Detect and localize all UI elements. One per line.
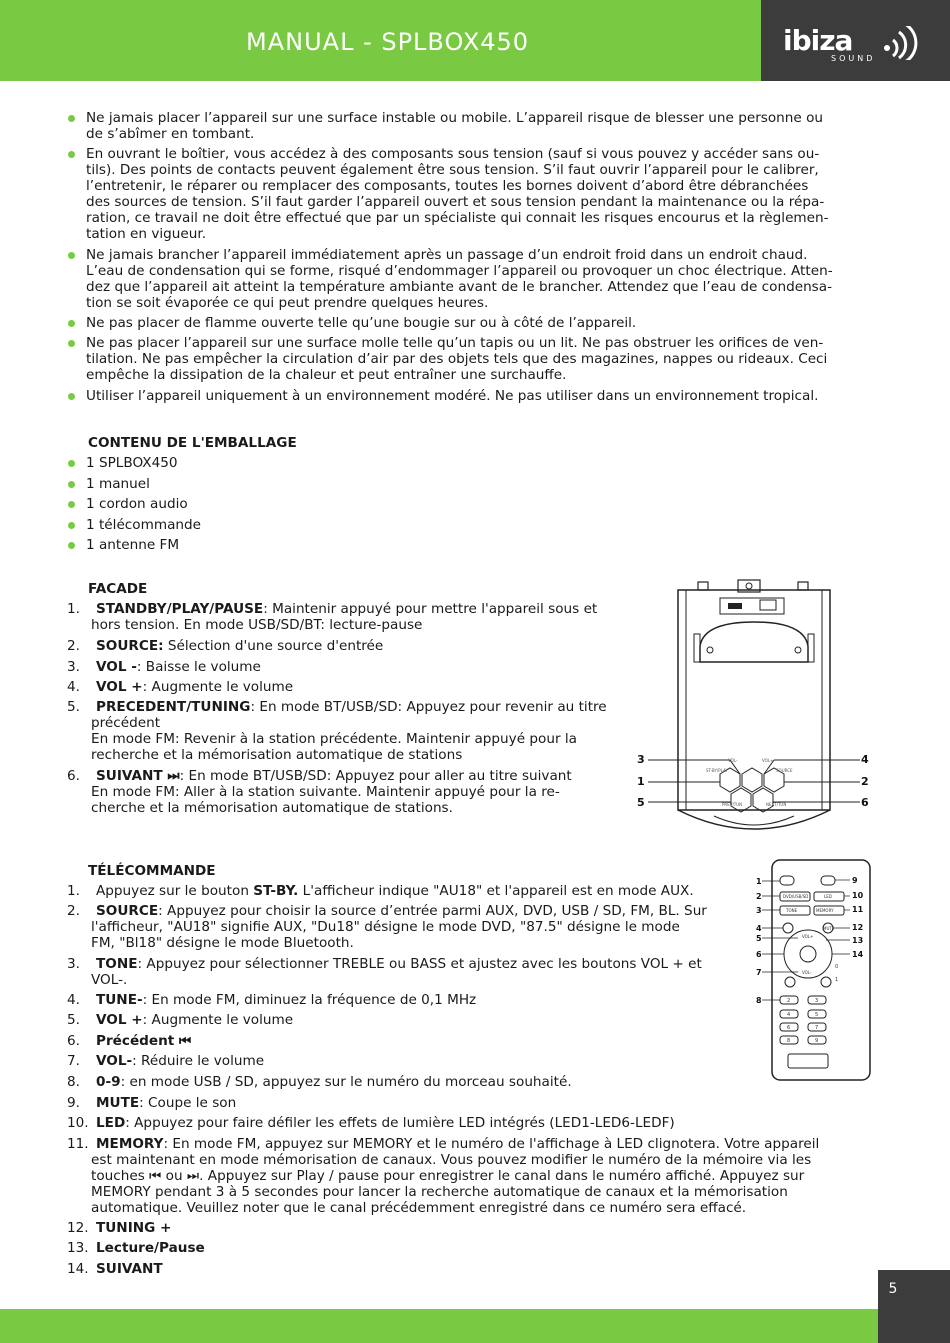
panel-label: PREV/TUN	[722, 802, 743, 807]
facade-item-text	[96, 679, 636, 695]
remote-item-label: SUIVANT	[96, 1261, 163, 1277]
safety-item	[86, 315, 876, 331]
page-number-box	[878, 1270, 950, 1343]
callout-label: 3	[637, 753, 645, 766]
remote-item-number: 7.	[67, 1053, 80, 1069]
remote-item-label: Précédent ⏮	[96, 1033, 192, 1049]
bullet-icon	[68, 522, 75, 529]
remote-item-text	[96, 1220, 876, 1236]
remote-item-text	[96, 1115, 876, 1131]
remote-button-label: TONE	[786, 908, 798, 913]
remote-item-text	[96, 1095, 876, 1111]
contents-item-text: 1 antenne FM	[86, 537, 180, 553]
facade-item-text	[91, 768, 636, 816]
safety-line: ration, ce travail ne doit être effectué que par un spécialiste qui connait les risques encourus et la règlemen-	[86, 210, 829, 226]
remote-callout: 7	[756, 968, 762, 977]
facade-item-line: cherche et la mémorisation automatique de stations.	[91, 800, 453, 816]
remote-item-line: MEMORY pendant 3 à 5 secondes pour lancer la recherche automatique de canaux et la mémorisation	[91, 1184, 788, 1200]
speaker-front-diagram	[634, 578, 874, 834]
remote-callout: 3	[756, 906, 762, 915]
bullet-icon	[68, 481, 75, 488]
panel-label: VOL+	[762, 758, 774, 763]
keypad-digit: 2	[787, 998, 791, 1004]
remote-item-desc: : Coupe le son	[139, 1095, 237, 1111]
keypad-digit: 7	[815, 1025, 819, 1031]
bullet-icon	[68, 542, 75, 549]
remote-item-label: 0-9	[96, 1074, 121, 1090]
bullet-icon	[68, 501, 75, 508]
facade-item-desc: : En mode BT/USB/SD: Appuyez pour revenir au titre	[250, 699, 607, 715]
contents-title: CONTENU DE L'EMBALLAGE	[88, 435, 297, 451]
safety-item	[86, 335, 876, 383]
facade-item-desc: : Maintenir appuyé pour mettre l'appareil sous et	[263, 601, 598, 617]
keypad-digit: 5	[815, 1012, 819, 1018]
remote-item-line	[96, 1240, 876, 1256]
facade-item-line	[96, 601, 636, 617]
facade-item-number: 3.	[67, 659, 80, 675]
facade-item-line	[96, 638, 636, 654]
panel-label: VOL-	[728, 758, 738, 763]
remote-item-line: touches ⏮ ou ⏭. Appuyez sur Play / pause pour enregistrer le canal dans le numéro affiché. Appuyez sur	[91, 1168, 805, 1184]
facade-item-label: VOL +	[96, 679, 143, 695]
facade-item-line	[96, 679, 636, 695]
facade-item-desc: : Baisse le volume	[136, 659, 261, 675]
remote-item-text	[96, 1261, 876, 1277]
safety-line: tilation. Ne pas empêcher la circulation d’air par des objets tels que des magazines, nappes ou rideaux. Ceci	[86, 351, 828, 367]
facade-item-number: 5.	[67, 699, 80, 715]
safety-line: Ne pas placer l’appareil sur une surface molle telle qu’un tapis ou un lit. Ne pas obstruer les orifices de ven-	[86, 335, 824, 351]
contents-item-text: 1 télécommande	[86, 516, 202, 533]
facade-item-desc: : En mode BT/USB/SD: Appuyez pour aller au titre suivant	[179, 768, 572, 784]
remote-item-line: VOL-.	[91, 972, 128, 988]
remote-item-line: l'afficheur, "AU18" signifie AUX, "Du18" désigne le mode DVD, "87.5" désigne le mode	[91, 919, 680, 935]
safety-item	[86, 110, 876, 142]
panel-label: ST-BY/PLAY	[706, 768, 728, 773]
bullet-icon	[68, 115, 75, 122]
callout-label: 6	[861, 796, 869, 809]
safety-item	[86, 146, 876, 242]
keypad-digit: 8	[787, 1038, 791, 1044]
safety-line: Utiliser l’appareil uniquement à un environnement modéré. Ne pas utiliser dans un environnement tropical.	[86, 388, 819, 404]
remote-item-desc: : Augmente le volume	[142, 1012, 294, 1028]
remote-callout: 10	[852, 891, 864, 900]
remote-callout: 12	[852, 923, 864, 932]
remote-button-label: MEMORY	[816, 908, 834, 913]
bullet-icon	[68, 252, 75, 259]
keypad-digit: 6	[787, 1025, 791, 1031]
remote-item-desc: : En mode FM, appuyez sur MEMORY et le numéro de l'affichage à LED clignotera. Votre appareil	[163, 1136, 820, 1152]
remote-item-number: 10.	[67, 1115, 89, 1131]
remote-item-line	[96, 1115, 876, 1131]
safety-line: l’entretenir, le réparer ou remplacer des composants, toutes les bornes doivent d’abord être débranchées	[86, 178, 809, 194]
facade-item-text	[96, 659, 636, 675]
remote-callout: 1	[756, 877, 762, 886]
contents-item	[86, 537, 876, 553]
remote-button-label: MUTE	[823, 926, 835, 931]
keypad-digit: 9	[815, 1038, 819, 1044]
remote-callout: 5	[756, 934, 762, 943]
remote-item-number: 1.	[67, 883, 80, 899]
remote-item-label: SOURCE	[96, 903, 159, 919]
contents-item	[86, 476, 876, 492]
sound-waves-icon	[883, 26, 923, 60]
callout-label: 5	[637, 796, 645, 809]
remote-item-label: MUTE	[96, 1095, 140, 1111]
remote-item-desc: : En mode FM, diminuez la fréquence de 0,1 MHz	[142, 992, 477, 1008]
remote-button-label: DVD/USB/SD	[783, 894, 809, 899]
safety-item	[86, 388, 876, 404]
remote-item-line	[96, 1095, 876, 1111]
remote-item-label: TUNE-	[96, 992, 143, 1008]
panel-label: SOURCE	[776, 768, 793, 773]
callout-label: 1	[637, 775, 645, 788]
contents-item	[86, 455, 876, 471]
remote-button-label: VOL+	[802, 934, 814, 939]
remote-item-label: TONE	[96, 956, 138, 972]
safety-line: dez que l’appareil ait atteint la température ambiante avant de le brancher. Attendez que l’eau de condensa-	[86, 279, 833, 295]
contents-item-text: 1 SPLBOX450	[86, 455, 178, 471]
remote-item-label: TUNING +	[96, 1220, 172, 1236]
brand-logo	[761, 0, 950, 81]
panel-label: NEXT/TUN	[766, 802, 787, 807]
facade-item-line: recherche et la mémorisation automatique de stations	[91, 747, 463, 763]
remote-item-label: VOL-	[96, 1053, 133, 1069]
facade-item-desc: : Augmente le volume	[142, 679, 294, 695]
remote-item-desc: : Réduire le volume	[132, 1053, 265, 1069]
page-title: MANUAL - SPLBOX450	[246, 28, 530, 56]
contents-item-text: 1 manuel	[86, 475, 150, 492]
remote-item-text	[91, 1136, 876, 1216]
remote-item-line: FM, "Bl18" désigne le mode Bluetooth.	[91, 935, 354, 951]
facade-item-label: VOL -	[96, 659, 137, 675]
safety-line: tation en vigueur.	[86, 226, 207, 242]
safety-line: Ne jamais brancher l’appareil immédiatement après un passage d’un endroit froid dans un endroit chaud.	[86, 247, 808, 263]
remote-item-number: 3.	[67, 956, 80, 972]
remote-callout: 14	[852, 950, 864, 959]
remote-item-number: 11.	[67, 1136, 89, 1152]
facade-item-line	[96, 699, 636, 715]
remote-callout: 9	[852, 876, 858, 885]
remote-item-number: 4.	[67, 992, 80, 1008]
facade-item-desc: Sélection d'une source d'entrée	[163, 638, 384, 654]
remote-callout: 4	[756, 924, 762, 933]
safety-item	[86, 247, 876, 311]
remote-item-line: automatique. Veuillez noter que le canal précédemment enregistré dans ce numéro sera effacé.	[91, 1200, 747, 1216]
facade-item-text	[91, 699, 636, 763]
facade-item-number: 4.	[67, 679, 80, 695]
remote-control-diagram	[752, 858, 874, 1084]
facade-title: FACADE	[88, 581, 148, 597]
facade-item-line: En mode FM: Aller à la station suivante. Maintenir appuyé pour la re-	[91, 784, 560, 800]
remote-callout: 8	[756, 996, 762, 1005]
remote-item-number: 14.	[67, 1261, 89, 1277]
remote-callout: 13	[852, 936, 864, 945]
bullet-icon	[68, 460, 75, 467]
page-footer	[0, 1309, 878, 1343]
safety-line: empêche la dissipation de la chaleur et peut entraîner une surchauffe.	[86, 367, 567, 383]
remote-item-line	[96, 1220, 876, 1236]
remote-item-label: VOL +	[96, 1012, 143, 1028]
facade-item-text	[96, 638, 636, 654]
facade-item-label: STANDBY/PLAY/PAUSE	[96, 601, 264, 617]
remote-button-label: LED	[824, 894, 832, 899]
remote-item-label: ST-BY.	[253, 883, 299, 899]
contents-item-text: 1 cordon audio	[86, 496, 188, 512]
remote-item-desc: : en mode USB / SD, appuyez sur le numéro du morceau souhaité.	[120, 1074, 572, 1090]
remote-item-desc: : Appuyez pour choisir la source d’entrée parmi AUX, DVD, USB / SD, FM, BL. Sur	[158, 903, 707, 919]
logo-text: ibiza	[783, 24, 853, 57]
keypad-digit: 0	[835, 964, 839, 970]
remote-button-label: VOL-	[802, 970, 812, 975]
remote-item-label: MEMORY	[96, 1136, 164, 1152]
remote-item-prefix: Appuyez sur le bouton	[96, 883, 254, 899]
remote-item-number: 9.	[67, 1095, 80, 1111]
remote-callout: 2	[756, 892, 762, 901]
remote-item-desc: : Appuyez pour sélectionner TREBLE ou BASS et ajustez avec les boutons VOL + et	[137, 956, 702, 972]
callout-label: 4	[861, 753, 869, 766]
page-number: 5	[888, 1281, 898, 1297]
remote-item-line	[96, 1261, 876, 1277]
facade-item-number: 2.	[67, 638, 80, 654]
keypad-digit: 1	[835, 977, 839, 983]
bullet-icon	[68, 151, 75, 158]
safety-line: En ouvrant le boîtier, vous accédez à des composants sous tension (sauf si vous pouvez y accéder sans ou-	[86, 146, 820, 162]
remote-item-label: LED	[96, 1115, 126, 1131]
remote-item-desc: : Appuyez pour faire défiler les effets de lumière LED intégrés (LED1-LED6-LEDF)	[125, 1115, 675, 1131]
remote-item-desc: L'afficheur indique "AU18" et l'appareil est en mode AUX.	[298, 883, 694, 899]
remote-title: TÉLÉCOMMANDE	[88, 863, 216, 879]
facade-item-line	[96, 659, 636, 675]
facade-item-number: 6.	[67, 768, 80, 784]
safety-line: tion se soit évaporée ce qui peut prendre quelques heures.	[86, 295, 489, 311]
remote-item-text	[96, 1240, 876, 1256]
remote-item-label: Lecture/Pause	[96, 1240, 205, 1256]
facade-item-label: SUIVANT ⏭	[96, 768, 180, 784]
remote-item-line: est maintenant en mode mémorisation de canaux. Vous pouvez modifier le numéro de la mémoire via les	[91, 1152, 812, 1168]
remote-item-number: 6.	[67, 1033, 80, 1049]
remote-item-number: 13.	[67, 1240, 89, 1256]
facade-item-number: 1.	[67, 601, 80, 617]
facade-item-text	[91, 601, 636, 633]
callout-label: 2	[861, 775, 869, 788]
remote-item-number: 5.	[67, 1012, 80, 1028]
bullet-icon	[68, 393, 75, 400]
facade-item-line: précédent	[91, 715, 161, 731]
safety-line: Ne pas placer de flamme ouverte telle qu’une bougie sur ou à côté de l’appareil.	[86, 315, 637, 331]
remote-callout: 6	[756, 950, 762, 959]
contents-item	[86, 517, 876, 533]
facade-item-label: SOURCE:	[96, 638, 164, 654]
safety-line: Ne jamais placer l’appareil sur une surface instable ou mobile. L’appareil risque de blesser une personne ou	[86, 110, 824, 126]
facade-item-label: PRECEDENT/TUNING	[96, 699, 251, 715]
remote-callout: 11	[852, 905, 864, 914]
keypad-digit: 3	[815, 998, 819, 1004]
page-header	[0, 0, 950, 81]
facade-item-line: En mode FM: Revenir à la station précédente. Maintenir appuyé pour la	[91, 731, 577, 747]
remote-item-number: 2.	[67, 903, 80, 919]
safety-line: des sources de tension. S’il faut garder l’appareil ouvert et sous tension pendant la maintenance ou la répa-	[86, 194, 825, 210]
facade-item-line	[96, 768, 636, 784]
remote-item-number: 12.	[67, 1220, 89, 1236]
remote-item-number: 8.	[67, 1074, 80, 1090]
remote-item-line	[96, 1136, 876, 1152]
logo-subtext: SOUND	[831, 54, 876, 63]
contents-item	[86, 496, 876, 512]
safety-line: L’eau de condensation qui se forme, risqué d’endommager l’appareil ou provoquer un choc électrique. Atten-	[86, 263, 833, 279]
safety-line: tils). Des points de contacts peuvent également être sous tension. S’il faut ouvrir l’appareil pour le calibrer,	[86, 162, 819, 178]
facade-item-line: hors tension. En mode USB/SD/BT: lecture-pause	[91, 617, 423, 633]
bullet-icon	[68, 340, 75, 347]
bullet-icon	[68, 320, 75, 327]
safety-line: de s’abîmer en tombant.	[86, 126, 255, 142]
keypad-digit: 4	[787, 1012, 791, 1018]
